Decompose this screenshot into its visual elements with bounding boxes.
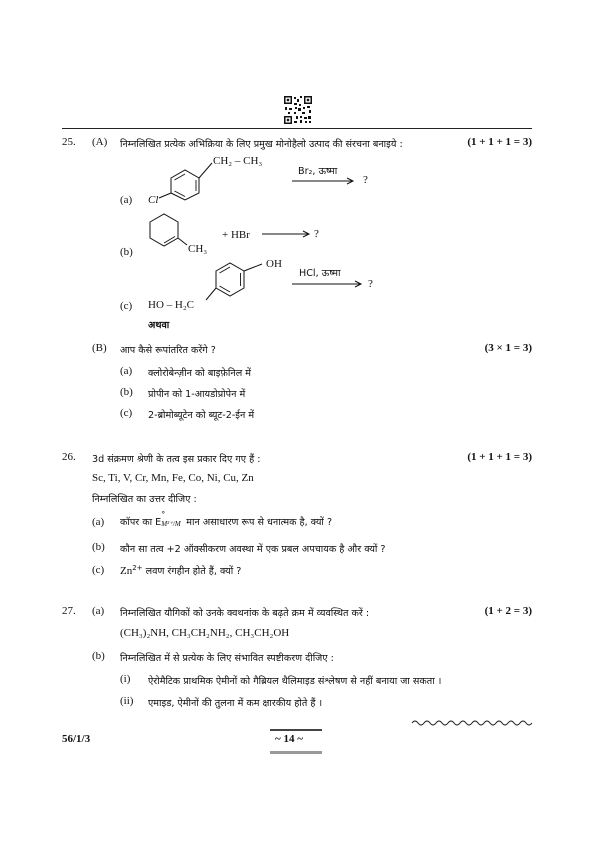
qr-code — [283, 95, 313, 125]
q26-a-label: (a) — [92, 516, 105, 528]
q25-partB-item-text: 2-ब्रोमोब्यूटेन को ब्यूट-2-ईन में — [148, 410, 255, 421]
q26-a-text — [120, 510, 333, 528]
footer-code: 56/1/3 — [62, 733, 91, 745]
q25-a-benzene-structure — [155, 158, 215, 204]
q25-partB-text: आप कैसे रूपांतरित करेंगे ? — [120, 345, 216, 356]
q25-a-substituent: Cl — [148, 194, 159, 206]
q25-c-benzene-structure — [196, 256, 268, 306]
q25-partB-label: (B) — [92, 342, 107, 354]
q26-c-sup: 2+ — [132, 564, 143, 572]
q25-c-arrow — [292, 280, 364, 288]
q27-b-item-text: ऐरोमैटिक प्राथमिक ऐमीनों को गैब्रियल थैलिमाइड संश्लेषण से नहीं बनाया जा सकता । — [148, 676, 442, 687]
q27-b-label: (b) — [92, 650, 105, 662]
q25-or: अथवा — [148, 320, 170, 331]
q26-marks: (1 + 1 + 1 = 3) — [467, 451, 532, 463]
q27-a-text: निम्नलिखित यौगिकों को उनके क्वथनांक के बढ़ते क्रम में व्यवस्थित करें : — [120, 608, 370, 619]
q26-a-pre: कॉपर का E — [120, 517, 162, 528]
q25-partB-item-label: (a) — [120, 365, 133, 377]
q26-b-label: (b) — [92, 541, 105, 553]
q25-partA-label: (A) — [92, 136, 108, 148]
q25-b-product: ? — [314, 228, 319, 240]
footer-page-bottom-line — [270, 751, 322, 754]
q25-partA-text: निम्नलिखित प्रत्येक अभिक्रिया के लिए प्रमुख मोनोहैलो उत्पाद की संरचना बनाइये : — [120, 139, 403, 150]
q26-elements: Sc, Ti, V, Cr, Mn, Fe, Co, Ni, Cu, Zn — [92, 472, 254, 484]
q26-b-text: कौन सा तत्व +2 ऑक्सीकरण अवस्था में एक प्रबल अपचायक है और क्यों ? — [120, 544, 386, 555]
q26-instruction: निम्नलिखित का उत्तर दीजिए : — [92, 494, 197, 505]
q26-number: 26. — [62, 451, 76, 463]
q27-b-item-text: एमाइड, ऐमीनों की तुलना में कम क्षारकीय होते हैं । — [148, 698, 323, 709]
wavy-end-mark — [410, 718, 534, 728]
q27-b-item-label: (ii) — [120, 695, 134, 707]
q26-c-text — [120, 564, 241, 577]
q25-a-product: ? — [363, 174, 368, 186]
q25-b-reagent: + HBr — [222, 229, 250, 241]
q25-b-label: (b) — [120, 246, 133, 258]
q25-partB-item-text: क्लोरोबेन्ज़ीन को बाइफ़ेनिल में — [148, 368, 252, 379]
footer-page-number: ~ 14 ~ — [275, 733, 303, 745]
q27-marks: (1 + 2 = 3) — [484, 605, 532, 617]
q25-c-reagent: HCl, ऊष्मा — [299, 268, 341, 279]
q25-partB-item-text: प्रोपीन को 1-आयडोप्रोपेन में — [148, 389, 246, 400]
q25-c-group: HO – H₂C — [148, 299, 195, 311]
q26-c-pre: Zn — [120, 565, 133, 578]
q27-number: 27. — [62, 605, 76, 617]
q26-text: 3d संक्रमण श्रेणी के तत्व इस प्रकार दिए गए हैं : — [92, 454, 261, 465]
q25-c-label: (c) — [120, 300, 133, 312]
q26-a-sup: ° — [161, 510, 166, 519]
q25-a-chain: CH₂ – CH₃ — [213, 155, 263, 167]
q25-c-oh: OH — [266, 258, 282, 270]
q27-a-label: (a) — [92, 605, 105, 617]
q25-a-arrow — [292, 177, 356, 185]
q26-c-post: लवण रंगहीन होते हैं, क्यों ? — [142, 566, 242, 578]
footer-page-top-line — [270, 729, 322, 731]
q26-a-post: मान असाधारण रूप से धनात्मक है, क्यों ? — [183, 517, 333, 528]
q25-partB-item-label: (b) — [120, 386, 133, 398]
q25-c-product: ? — [368, 278, 373, 290]
q25-b-arrow — [262, 230, 312, 238]
q25-partA-marks: (1 + 1 + 1 = 3) — [467, 136, 532, 148]
q25-partB-marks: (3 × 1 = 3) — [484, 342, 532, 354]
q25-a-reagent: Br₂, ऊष्मा — [298, 166, 338, 177]
q25-number: 25. — [62, 136, 76, 148]
q27-b-text: निम्नलिखित में से प्रत्येक के लिए संभावित स्पष्टीकरण दीजिए : — [120, 653, 334, 664]
top-rule — [62, 128, 532, 129]
q26-c-label: (c) — [92, 564, 105, 576]
q26-a-sub: M²⁺/M — [161, 520, 181, 528]
q27-b-item-label: (i) — [120, 673, 131, 685]
q25-b-methyl: CH₃ — [188, 243, 208, 255]
q25-a-label: (a) — [120, 194, 133, 206]
q27-compounds: (CH₃)₂NH, CH₃CH₂NH₂, CH₃CH₂OH — [120, 627, 290, 639]
q25-partB-item-label: (c) — [120, 407, 133, 419]
